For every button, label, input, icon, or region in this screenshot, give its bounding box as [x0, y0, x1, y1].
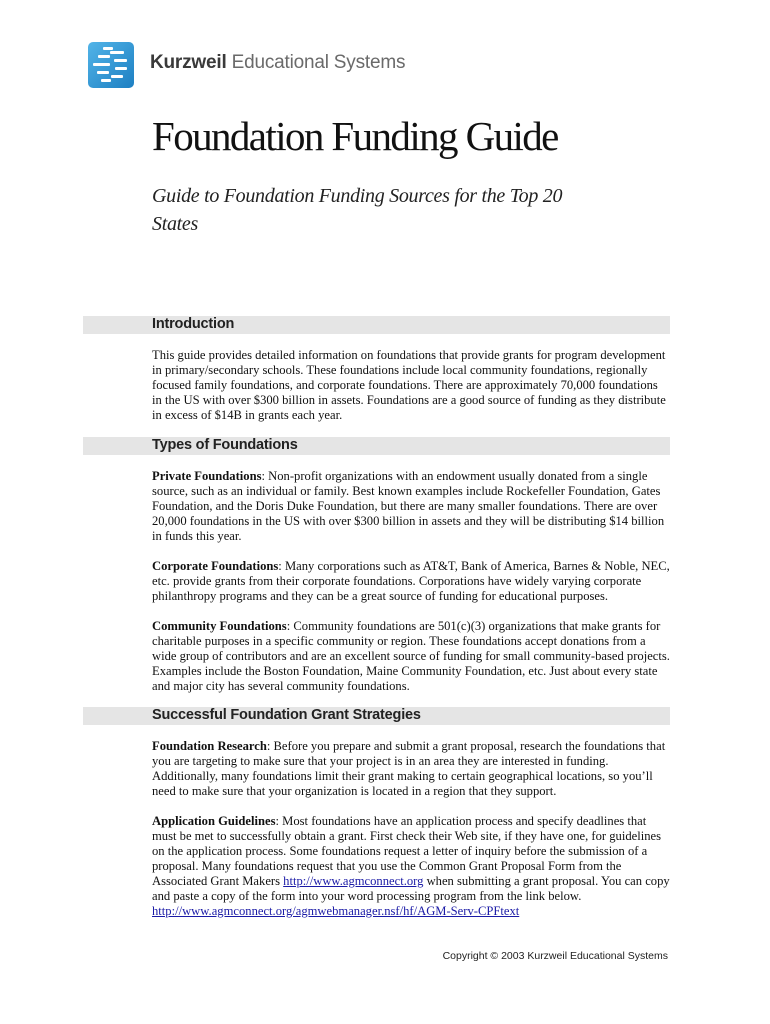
- application-guidelines-paragraph: [152, 814, 670, 919]
- document-title: Foundation Funding Guide: [152, 113, 558, 159]
- section-heading-introduction: Introduction: [152, 316, 235, 332]
- community-foundations-paragraph: [152, 619, 670, 694]
- community-foundations-label: Community Foundations: [152, 619, 287, 633]
- foundation-research-paragraph: [152, 739, 670, 799]
- copyright-footer: Copyright © 2003 Kurzweil Educational Systems: [442, 950, 668, 962]
- kurzweil-logo-icon: [88, 42, 134, 88]
- section-heading-types: Types of Foundations: [152, 437, 298, 453]
- introduction-paragraph: This guide provides detailed information on foundations that provide grants for program development in primary/secondary schools. These foundations include local community foundations, regionally focused family foundations, and corporate foundations. There are approximately 70,000 foundations in the US with over $300 billion in assets. Foundations are a good source of funding as they distribute in excess of $14B in grants each year.: [152, 348, 666, 422]
- foundation-research-label: Foundation Research: [152, 739, 267, 753]
- document-subtitle: Guide to Foundation Funding Sources for the Top 20 States: [152, 185, 563, 235]
- foundation-research-text: : Before you prepare and submit a grant proposal, research the foundations that you are targeting to make sure that your project is in an area they are interested in funding. Additionally, many foundations limit their grant making to certain geographical locations, so you’ll need to make sure that your organization is located in a region that they support.: [152, 739, 666, 798]
- section-heading-strategies: Successful Foundation Grant Strategies: [152, 707, 421, 723]
- kurzweil-logo: [88, 42, 406, 88]
- application-guidelines-text-1: : Most foundations have an application process and specify deadlines that must be met to successfully obtain a grant. First check their Web site, if they have one, for guidelines on the application process. Some foundations request a letter of inquiry before the submission of a proposal. Many foundations request that you use the Common Grant Proposal Form from the Associated Grant Makers: [152, 814, 662, 888]
- community-foundations-text: : Community foundations are 501(c)(3) organizations that make grants for charitable purposes in a specific community or region. These foundations accept donations from a wide group of contributors and are an excellent source of funding for small community-based projects. Examples include the Boston Foundation, Maine Community Foundation, etc. Just about every state and major city has several community foundations.: [152, 619, 670, 693]
- logo-brand-rest: Educational Systems: [231, 52, 406, 73]
- private-foundations-paragraph: [152, 469, 670, 544]
- application-guidelines-text-2: when submitting a grant proposal. You can copy and paste a copy of the form into your word processing program from the link below.: [152, 874, 670, 903]
- corporate-foundations-text: : Many corporations such as AT&T, Bank of America, Barnes & Noble, NEC, etc. provide grants from their corporate foundations. Corporations have widely varying corporate philanthropy programs and they can be a great source of funding for educational purposes.: [152, 559, 670, 603]
- agm-cpf-text-link[interactable]: http://www.agmconnect.org/agmwebmanager.nsf/hf/AGM-Serv-CPFtext: [152, 904, 520, 918]
- corporate-foundations-paragraph: [152, 559, 670, 604]
- private-foundations-label: Private Foundations: [152, 469, 262, 483]
- application-guidelines-label: Application Guidelines: [152, 814, 276, 828]
- logo-brand: Kurzweil: [150, 52, 227, 73]
- agmconnect-link[interactable]: http://www.agmconnect.org: [283, 874, 424, 888]
- logo-wordmark: [150, 52, 405, 74]
- private-foundations-text: : Non-profit organizations with an endowment usually donated from a single source, such as an individual or family. Best known examples include Rockefeller Foundation, Gates Foundation, and the Doris Duke Foundation, but there are many smaller foundations. There are over 20,000 foundations in the US with over $300 billion in assets and they will be distributing $14 billion in funds this year.: [152, 469, 665, 543]
- corporate-foundations-label: Corporate Foundations: [152, 559, 279, 573]
